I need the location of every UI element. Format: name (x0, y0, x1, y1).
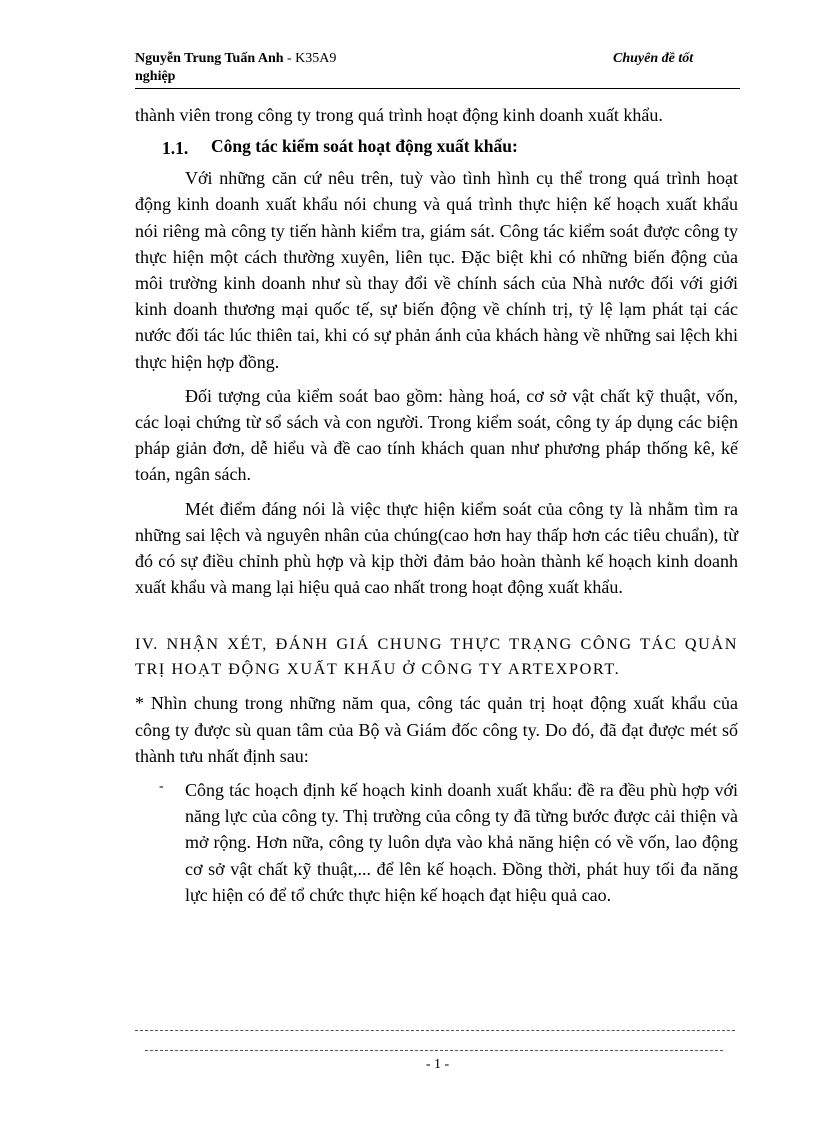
section-4-heading: IV. NHẬN XÉT, ĐÁNH GIÁ CHUNG THỰC TRẠNG CÔNG TÁC QUẢN TRỊ HOẠT ĐỘNG XUẤT KHẨU Ở CÔNG TY ARTEXPORT. (135, 635, 738, 679)
page-header (135, 50, 740, 89)
page-number: - 1 - (425, 1057, 450, 1072)
paragraph-4: * Nhìn chung trong những năm qua, công tác quản trị hoạt động xuất khẩu của công ty được sù quan tâm của Bộ và Giám đốc công ty. Do đó, đã đạt được mét số thành tưu nhất định sau: (135, 693, 738, 766)
author-class: - K35A9 (283, 51, 337, 66)
bullet-marker: - (159, 779, 164, 795)
doc-title: Chuyên đề tốt (613, 51, 694, 66)
bullet-item (135, 777, 738, 908)
bullet-text: Công tác hoạch định kế hoạch kinh doanh xuất khẩu: đề ra đều phù hợp với năng lực của công ty. Thị trường của công ty đã từng bước được cải thiện và mở rộng. Hơn nữa, công ty luôn dựa vào khả năng hiện có về vốn, lao động cơ sở vật chất kỹ thuật,... để lên kế hoạch. Đồng thời, phát huy tối đa năng lực hiện có để tổ chức thực hiện kế hoạch đạt hiệu quả cao. (185, 780, 738, 905)
section-1-1-heading (135, 136, 738, 162)
header-author (135, 50, 565, 86)
section-title: Công tác kiểm soát hoạt động xuất khẩu: (211, 136, 518, 157)
intro-line: thành viên trong công ty trong quá trình hoạt động kinh doanh xuất khẩu. (135, 105, 663, 125)
doc-title-continuation: nghiệp (135, 69, 176, 84)
author-name: Nguyễn Trung Tuấn Anh (135, 51, 284, 66)
document-body (135, 102, 738, 908)
paragraph-2: Đối tượng của kiểm soát bao gồm: hàng hoá, cơ sở vật chất kỹ thuật, vốn, các loại chứng từ sổ sách và con người. Trong kiểm soát, công ty áp dụng các biện pháp giản đơn, dễ hiểu và đề cao tính khách quan như phương pháp thống kê, kế toán, ngân sách. (135, 385, 738, 485)
footer-divider-top (135, 1030, 735, 1031)
paragraph-3: Mét điểm đáng nói là việc thực hiện kiểm soát của công ty là nhằm tìm ra những sai lệch và nguyên nhân của chúng(cao hơn hay thấp hơn các tiêu chuẩn), từ đó có sự điều chỉnh phù hợp và kịp thời đảm bảo hoàn thành kế hoạch kinh doanh xuất khẩu và mang lại hiệu quả cao nhất trong hoạt động xuất khẩu. (135, 498, 738, 598)
paragraph-1: Với những căn cứ nêu trên, tuỳ vào tình hình cụ thể trong quá trình hoạt động kinh doanh xuất khẩu nói chung và quá trình thực hiện kế hoạch xuất khẩu nói riêng mà công ty tiến hành kiểm tra, giám sát. Công tác kiểm soát được công ty thực hiện một cách thường xuyên, liên tục. Đặc biệt khi có những biến động của môi trường kinh doanh như sù thay đổi về chính sách của Nhà nước đối với giới kinh doanh thương mại quốc tế, sự biến động về chính trị, tỷ lệ lạm phát tại các nước đối tác lúc thiên tai, khi có sự phản ánh của khách hàng về những sai lệch khi thực hiện hợp đồng. (135, 168, 738, 372)
section-number: 1.1. (162, 138, 189, 159)
footer-divider-bottom (145, 1050, 723, 1051)
